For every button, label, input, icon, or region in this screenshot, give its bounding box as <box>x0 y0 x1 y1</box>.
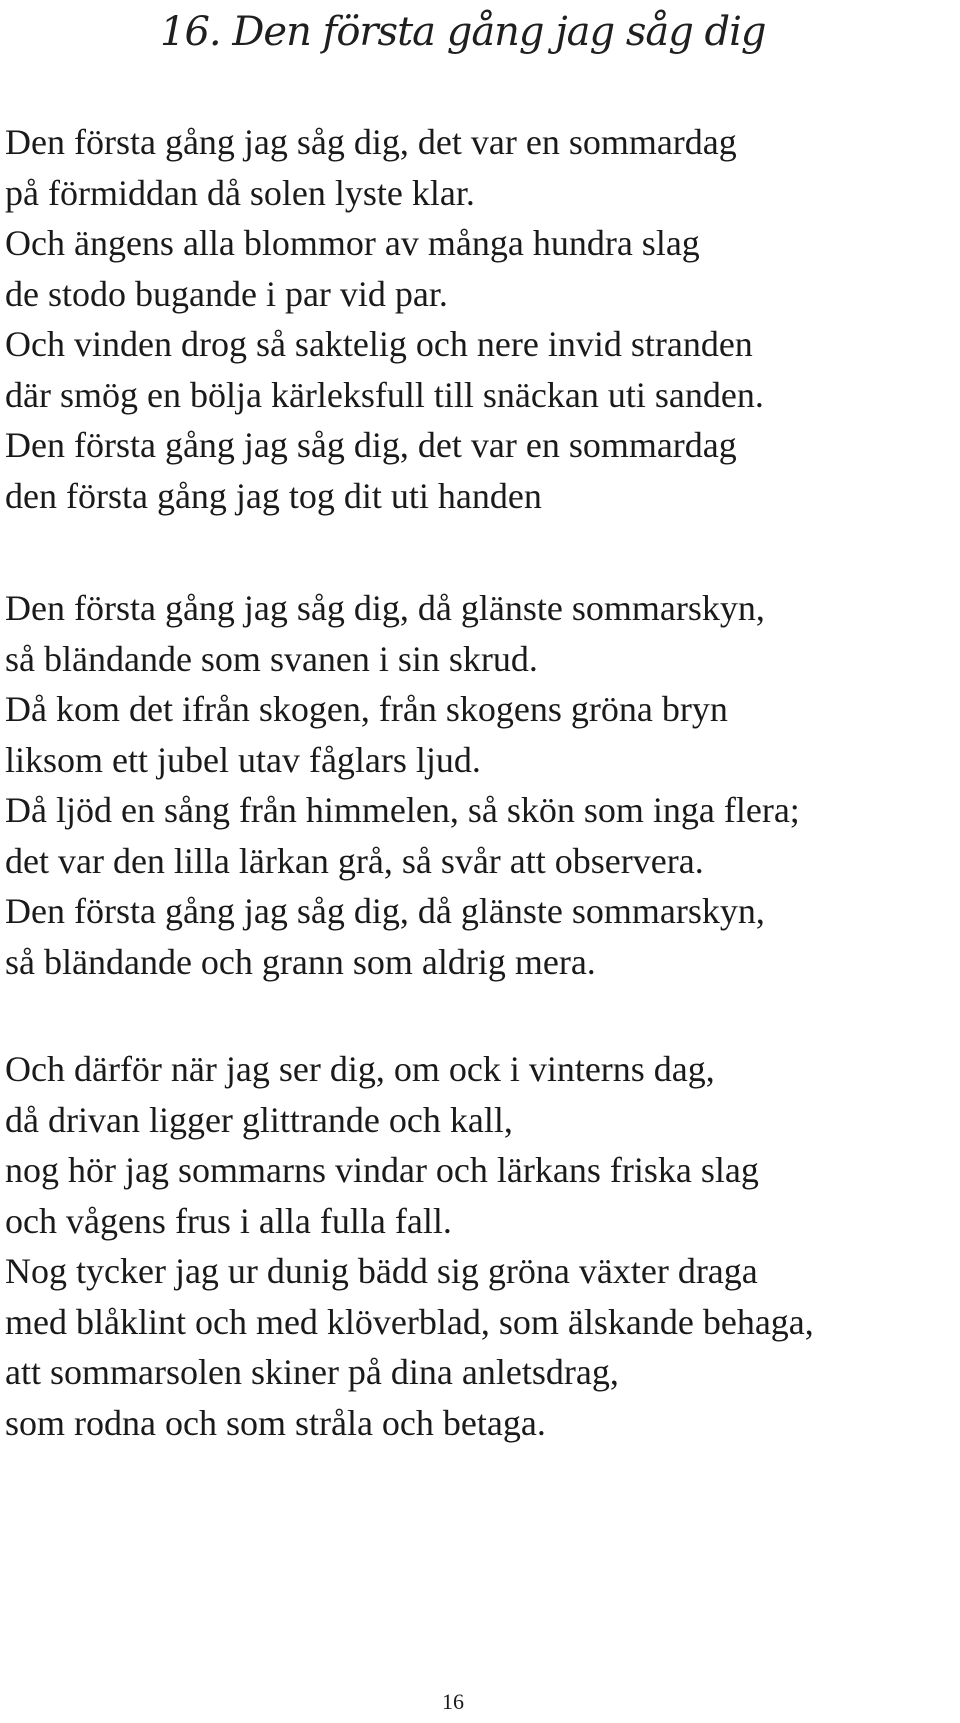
verse-line: de stodo bugande i par vid par. <box>5 273 448 314</box>
verse-line: Den första gång jag såg dig, då glänste sommarskyn, <box>5 891 765 931</box>
stanza-1 <box>5 117 764 521</box>
page-title: 16. Den första gång jag såg dig <box>160 9 766 55</box>
verse-line: så bländande som svanen i sin skrud. <box>5 638 538 679</box>
verse-line: Nog tycker jag ur dunig bädd sig gröna växter draga <box>5 1251 758 1291</box>
verse-line: där smög en bölja kärleksfull till snäckan uti sanden. <box>5 374 764 415</box>
verse-line: som rodna och som stråla och betaga. <box>5 1402 546 1443</box>
verse-line: Och därför när jag ser dig, om ock i vinterns dag, <box>5 1049 715 1089</box>
verse-line: Den första gång jag såg dig, då glänste sommarskyn, <box>5 588 765 628</box>
verse-line: Den första gång jag såg dig, det var en sommardag <box>5 122 737 162</box>
verse-line: liksom ett jubel utav fåglars ljud. <box>5 739 481 780</box>
verse-line: så bländande och grann som aldrig mera. <box>5 941 596 982</box>
stanza-3 <box>5 1044 814 1448</box>
verse-line: nog hör jag sommarns vindar och lärkans friska slag <box>5 1150 759 1190</box>
verse-line: och vågens frus i alla fulla fall. <box>5 1200 452 1241</box>
verse-line: på förmiddan då solen lyste klar. <box>5 172 475 213</box>
verse-line: Och ängens alla blommor av många hundra slag <box>5 223 700 263</box>
stanza-2 <box>5 583 800 987</box>
page-number: 16 <box>442 1689 464 1714</box>
verse-line: Då kom det ifrån skogen, från skogens gröna bryn <box>5 689 728 729</box>
verse-line: att sommarsolen skiner på dina anletsdrag, <box>5 1352 619 1392</box>
verse-line: då drivan ligger glittrande och kall, <box>5 1099 513 1140</box>
verse-line: med blåklint och med klöverblad, som älskande behaga, <box>5 1301 814 1342</box>
verse-line: det var den lilla lärkan grå, så svår att observera. <box>5 840 704 881</box>
verse-line: den första gång jag tog dit uti handen <box>5 475 542 516</box>
verse-line: Och vinden drog så saktelig och nere invid stranden <box>5 324 753 364</box>
verse-line: Den första gång jag såg dig, det var en sommardag <box>5 425 737 465</box>
verse-line: Då ljöd en sång från himmelen, så skön som inga flera; <box>5 790 800 830</box>
